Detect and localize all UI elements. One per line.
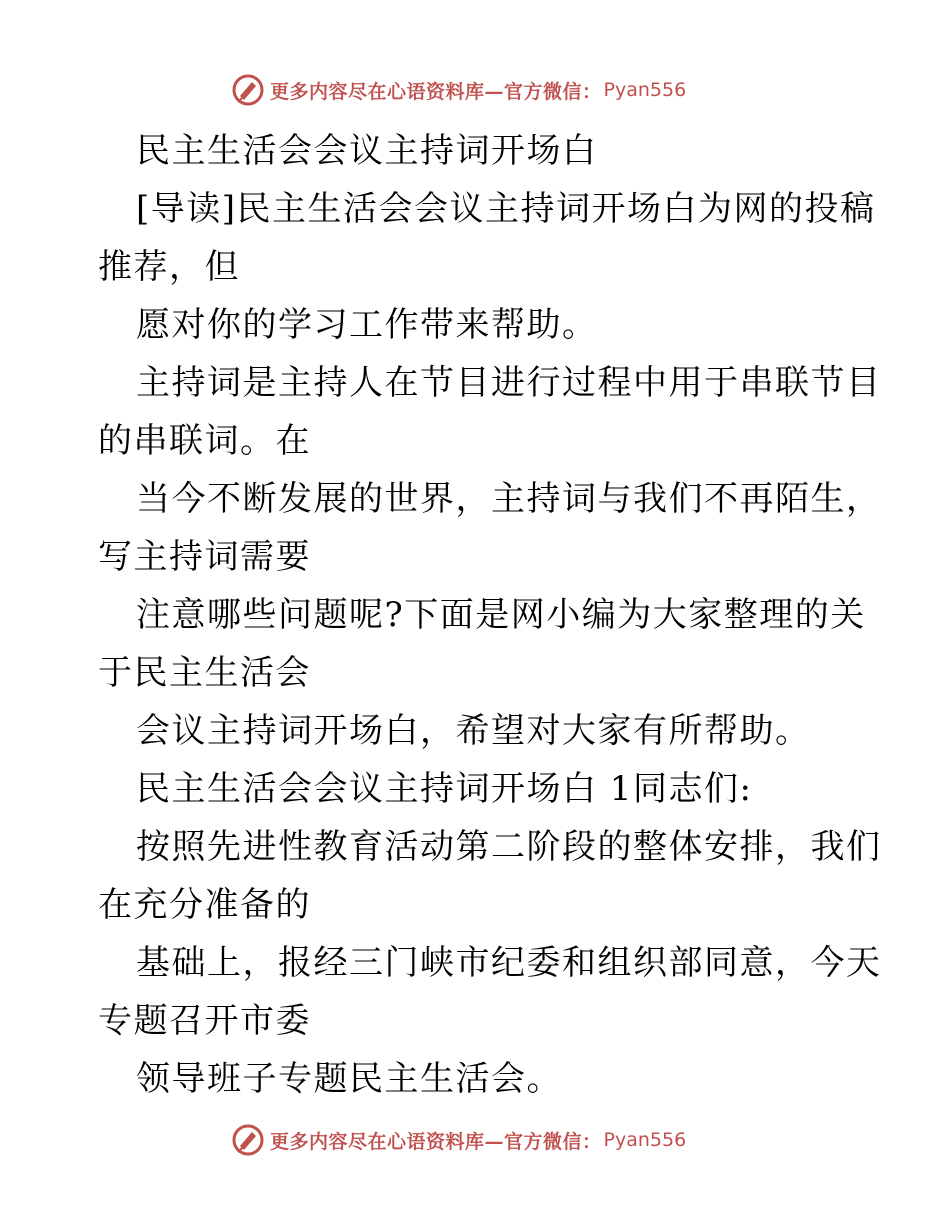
text-line: [导读]民主生活会会议主持词开场白为网的投稿 <box>136 189 876 229</box>
text-line: 注意哪些问题呢?下面是网小编为大家整理的关 <box>136 595 866 635</box>
footer-watermark <box>232 1122 686 1158</box>
text-line: 愿对你的学习工作带来帮助。 <box>136 305 598 345</box>
text-line: 推荐，但 <box>98 247 240 287</box>
text-line: 专题召开市委 <box>98 1001 311 1041</box>
document-body <box>98 122 882 1108</box>
text-line: 基础上，报经三门峡市纪委和组织部同意，今天 <box>136 943 882 983</box>
watermark-text: 更多内容尽在心语资料库—官方微信： <box>270 80 602 103</box>
pen-logo-icon <box>232 1124 264 1156</box>
watermark-text: 更多内容尽在心语资料库—官方微信： <box>270 1130 602 1153</box>
watermark-id: Pyan556 <box>603 79 687 101</box>
text-line: 按照先进性教育活动第二阶段的整体安排，我们 <box>136 827 882 867</box>
text-line: 写主持词需要 <box>98 537 311 577</box>
text-line: 主持词是主持人在节目进行过程中用于串联节目 <box>136 363 882 403</box>
text-line: 的串联词。在 <box>98 421 311 461</box>
watermark-id: Pyan556 <box>603 1129 687 1151</box>
text-line: 领导班子专题民主生活会。 <box>136 1059 562 1099</box>
text-line: 当今不断发展的世界，主持词与我们不再陌生， <box>136 479 882 519</box>
text-line: 会议主持词开场白，希望对大家有所帮助。 <box>136 711 811 751</box>
text-line: 民主生活会会议主持词开场白 <box>136 131 598 171</box>
header-watermark <box>232 72 686 108</box>
text-line: 民主生活会会议主持词开场白 1同志们: <box>136 769 753 809</box>
pen-logo-icon <box>232 74 264 106</box>
text-line: 于民主生活会 <box>98 653 311 693</box>
text-line: 在充分准备的 <box>98 885 311 925</box>
